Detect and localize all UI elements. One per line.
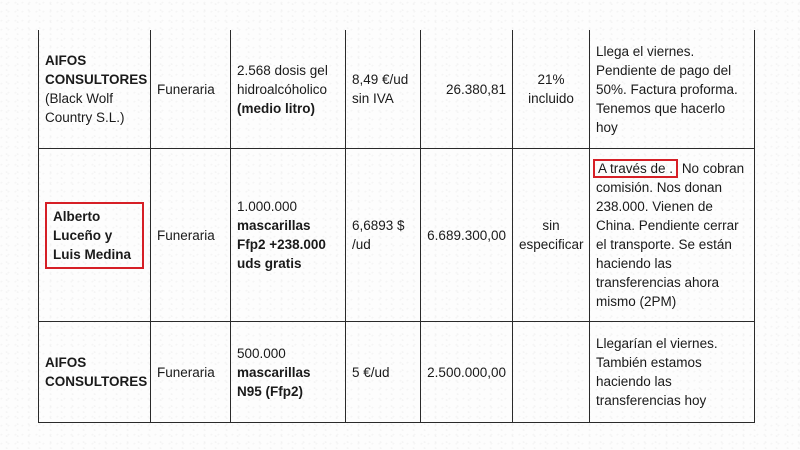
entity-name: AIFOS CONSULTORES <box>45 53 148 87</box>
entity-cell <box>39 149 151 322</box>
entity-cell: AIFOS CONSULTORES <box>39 322 151 423</box>
notes-cell <box>590 149 755 322</box>
price-cell: 6,6893 $ /ud <box>346 149 421 322</box>
notes-text: No cobran comisión. Nos donan 238.000. Vienen de China. Pendiente cerrar el transporte. Se están haciendo las transferencias ahora mismo (2PM) <box>596 161 745 309</box>
notes-cell: Llegarían el viernes. También estamos haciendo las transferencias hoy <box>590 322 755 423</box>
total-cell: 6.689.300,00 <box>421 149 513 322</box>
product-line-2: (medio litro) <box>237 100 315 116</box>
product-cell <box>231 322 346 423</box>
table-row <box>39 322 755 423</box>
contracts-table <box>38 30 755 423</box>
tax-cell: 21% incluido <box>513 30 590 149</box>
client-cell: Funeraria <box>151 30 231 149</box>
product-line-2: mascarillas Ffp2 +238.000 uds gratis <box>237 218 326 271</box>
table-row <box>39 149 755 322</box>
product-cell <box>231 149 346 322</box>
tax-cell <box>513 322 590 423</box>
client-cell: Funeraria <box>151 149 231 322</box>
product-line-1: 1.000.000 <box>237 199 298 214</box>
product-line-1: 2.568 dosis gel hidroalcóholico <box>237 62 328 97</box>
price-cell: 5 €/ud <box>346 322 421 423</box>
highlighted-entity-name: Alberto Luceño y Luis Medina <box>45 202 144 269</box>
table-row <box>39 30 755 149</box>
product-line-2: mascarillas N95 (Ffp2) <box>237 364 311 399</box>
total-cell: 26.380,81 <box>421 30 513 149</box>
tax-cell: sin especificar <box>513 149 590 322</box>
total-cell: 2.500.000,00 <box>421 322 513 423</box>
entity-cell <box>39 30 151 149</box>
product-cell <box>231 30 346 149</box>
entity-subname: (Black Wolf Country S.L.) <box>45 91 125 125</box>
client-cell: Funeraria <box>151 322 231 423</box>
notes-cell: Llega el viernes. Pendiente de pago del 50%. Factura proforma. Tenemos que hacerlo hoy <box>590 30 755 149</box>
highlighted-notes-text: A través de . <box>593 159 678 178</box>
product-line-1: 500.000 <box>237 345 286 361</box>
price-cell: 8,49 €/ud sin IVA <box>346 30 421 149</box>
